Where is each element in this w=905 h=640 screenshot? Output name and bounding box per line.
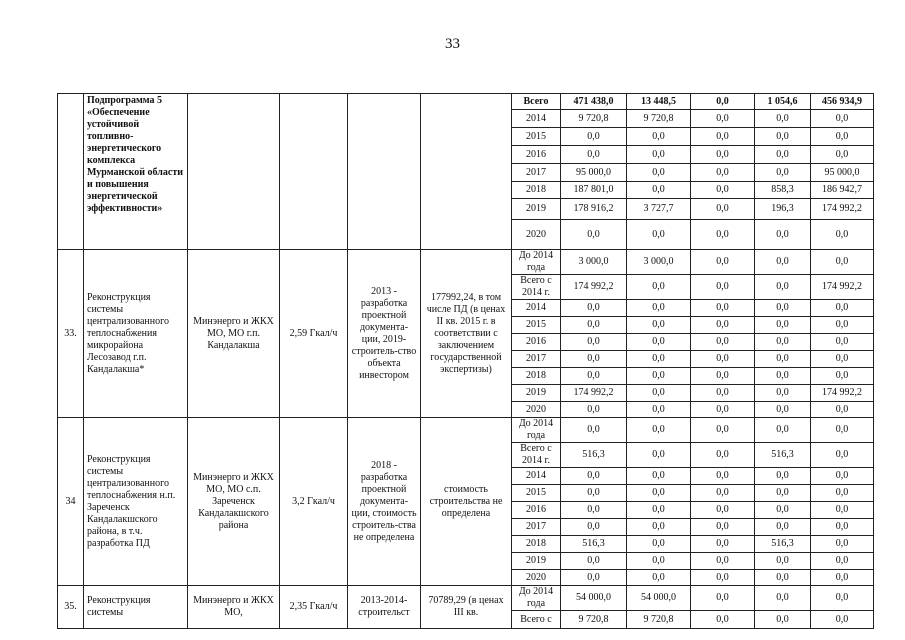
value-cell: 0,0 (561, 468, 627, 485)
value-cell: 9 720,8 (627, 110, 691, 128)
table-row (58, 250, 874, 275)
value-cell: 0,0 (691, 553, 755, 570)
item-name: Реконструкция системы централизованного теплоснабжения микрорайона Лесозавод г.п. Кандалакша* (84, 250, 188, 418)
year-cell: 2016 (512, 502, 561, 519)
value-cell: 516,3 (755, 536, 811, 553)
value-cell: 0,0 (755, 351, 811, 368)
value-cell: 0,0 (755, 368, 811, 385)
value-cell: 0,0 (627, 182, 691, 199)
value-cell: 0,0 (561, 485, 627, 502)
value-cell: 0,0 (627, 351, 691, 368)
value-cell: 0,0 (691, 182, 755, 199)
item-capacity: 2,35 Гкал/ч (280, 586, 348, 629)
value-cell: 0,0 (627, 443, 691, 468)
value-cell: 0,0 (627, 146, 691, 164)
program-table (57, 93, 874, 629)
value-cell: 0,0 (811, 418, 874, 443)
value-cell: 0,0 (755, 128, 811, 146)
value-cell: 0,0 (627, 275, 691, 300)
value-cell: 0,0 (627, 519, 691, 536)
item-executor: Минэнерго и ЖКХ МО, (188, 586, 280, 629)
value-cell: 0,0 (755, 553, 811, 570)
value-cell: 0,0 (561, 317, 627, 334)
value-cell: 0,0 (811, 220, 874, 250)
year-cell: 2014 (512, 300, 561, 317)
value-cell: 0,0 (691, 536, 755, 553)
value-cell: 0,0 (691, 502, 755, 519)
value-cell: 0,0 (627, 300, 691, 317)
value-cell: 0,0 (627, 468, 691, 485)
value-cell: 0,0 (755, 275, 811, 300)
value-cell: 456 934,9 (811, 94, 874, 110)
value-cell: 0,0 (755, 402, 811, 418)
value-cell: 0,0 (561, 334, 627, 351)
value-cell: 187 801,0 (561, 182, 627, 199)
value-cell: 0,0 (691, 570, 755, 586)
value-cell: 0,0 (755, 334, 811, 351)
value-cell: 858,3 (755, 182, 811, 199)
value-cell: 471 438,0 (561, 94, 627, 110)
value-cell: 95 000,0 (561, 164, 627, 182)
value-cell: 0,0 (561, 553, 627, 570)
page-number: 33 (445, 36, 460, 52)
value-cell: 0,0 (691, 611, 755, 629)
value-cell: 0,0 (691, 402, 755, 418)
year-cell: Всего (512, 94, 561, 110)
value-cell: 0,0 (755, 418, 811, 443)
item-cost: 177992,24, в том числе ПД (в ценах II кв. 2015 г. в соответствии с заключением государственной экспертизы) (421, 250, 512, 418)
value-cell: 0,0 (811, 468, 874, 485)
value-cell: 0,0 (561, 418, 627, 443)
value-cell: 0,0 (691, 317, 755, 334)
value-cell: 0,0 (627, 385, 691, 402)
value-cell: 0,0 (755, 146, 811, 164)
year-cell: 2018 (512, 368, 561, 385)
value-cell: 9 720,8 (561, 611, 627, 629)
year-cell: До 2014 года (512, 250, 561, 275)
value-cell: 0,0 (755, 317, 811, 334)
year-cell: 2018 (512, 182, 561, 199)
value-cell: 0,0 (811, 250, 874, 275)
value-cell: 0,0 (755, 519, 811, 536)
year-cell: Всего с (512, 611, 561, 629)
item-term: 2013-2014- строительст (348, 586, 421, 629)
value-cell: 0,0 (561, 519, 627, 536)
value-cell: 0,0 (811, 317, 874, 334)
value-cell: 3 000,0 (627, 250, 691, 275)
value-cell: 174 992,2 (811, 275, 874, 300)
value-cell: 0,0 (755, 502, 811, 519)
value-cell: 95 000,0 (811, 164, 874, 182)
value-cell: 13 448,5 (627, 94, 691, 110)
year-cell: 2015 (512, 317, 561, 334)
item-term: 2013 - разработка проектной документа-ции, 2019-строитель-ство объекта инвестором (348, 250, 421, 418)
value-cell: 0,0 (691, 275, 755, 300)
value-cell: 3 000,0 (561, 250, 627, 275)
value-cell: 0,0 (811, 586, 874, 611)
year-cell: Всего с 2014 г. (512, 443, 561, 468)
value-cell: 0,0 (811, 110, 874, 128)
value-cell: 0,0 (811, 334, 874, 351)
value-cell: 0,0 (627, 317, 691, 334)
year-cell: Всего с 2014 г. (512, 275, 561, 300)
item-executor: Минэнерго и ЖКХ МО, МО г.п. Кандалакша (188, 250, 280, 418)
year-cell: 2020 (512, 570, 561, 586)
item-executor (188, 94, 280, 250)
item-cost: 70789,29 (в ценах III кв. (421, 586, 512, 629)
value-cell: 0,0 (691, 334, 755, 351)
year-cell: 2017 (512, 351, 561, 368)
year-cell: 2019 (512, 199, 561, 220)
value-cell: 0,0 (627, 570, 691, 586)
value-cell: 0,0 (627, 128, 691, 146)
value-cell: 54 000,0 (627, 586, 691, 611)
value-cell: 0,0 (811, 536, 874, 553)
value-cell: 0,0 (811, 146, 874, 164)
value-cell: 516,3 (561, 443, 627, 468)
year-cell: 2018 (512, 536, 561, 553)
value-cell: 0,0 (561, 351, 627, 368)
value-cell: 0,0 (691, 468, 755, 485)
value-cell: 3 727,7 (627, 199, 691, 220)
value-cell: 0,0 (755, 250, 811, 275)
value-cell: 0,0 (561, 502, 627, 519)
value-cell: 174 992,2 (811, 199, 874, 220)
value-cell: 0,0 (755, 485, 811, 502)
year-cell: 2020 (512, 220, 561, 250)
value-cell: 0,0 (755, 164, 811, 182)
item-cost: стоимость строительства не определена (421, 418, 512, 586)
value-cell: 0,0 (811, 502, 874, 519)
value-cell: 0,0 (691, 385, 755, 402)
value-cell: 0,0 (691, 250, 755, 275)
value-cell: 0,0 (561, 570, 627, 586)
value-cell: 0,0 (627, 502, 691, 519)
value-cell: 0,0 (627, 418, 691, 443)
value-cell: 0,0 (755, 468, 811, 485)
value-cell: 0,0 (811, 300, 874, 317)
item-number: 34 (58, 418, 84, 586)
value-cell: 0,0 (691, 443, 755, 468)
year-cell: 2014 (512, 468, 561, 485)
value-cell: 178 916,2 (561, 199, 627, 220)
value-cell: 0,0 (561, 300, 627, 317)
value-cell: 186 942,7 (811, 182, 874, 199)
value-cell: 0,0 (627, 334, 691, 351)
year-cell: 2016 (512, 146, 561, 164)
value-cell: 0,0 (561, 368, 627, 385)
value-cell: 0,0 (755, 586, 811, 611)
value-cell: 9 720,8 (561, 110, 627, 128)
table-row (58, 586, 874, 611)
table-row (58, 418, 874, 443)
value-cell: 0,0 (561, 402, 627, 418)
value-cell: 9 720,8 (627, 611, 691, 629)
year-cell: 2019 (512, 553, 561, 570)
value-cell: 0,0 (691, 418, 755, 443)
value-cell: 54 000,0 (561, 586, 627, 611)
year-cell: 2015 (512, 128, 561, 146)
year-cell: 2017 (512, 519, 561, 536)
year-cell: 2015 (512, 485, 561, 502)
item-cost (421, 94, 512, 250)
value-cell: 0,0 (755, 570, 811, 586)
value-cell: 0,0 (691, 199, 755, 220)
value-cell: 0,0 (627, 553, 691, 570)
item-number: 35. (58, 586, 84, 629)
value-cell: 0,0 (627, 368, 691, 385)
item-number (58, 94, 84, 250)
value-cell: 174 992,2 (811, 385, 874, 402)
value-cell: 0,0 (691, 300, 755, 317)
item-name: Реконструкция системы (84, 586, 188, 629)
item-capacity: 3,2 Гкал/ч (280, 418, 348, 586)
value-cell: 0,0 (561, 146, 627, 164)
value-cell: 0,0 (755, 611, 811, 629)
value-cell: 0,0 (755, 220, 811, 250)
value-cell: 0,0 (691, 164, 755, 182)
value-cell: 516,3 (561, 536, 627, 553)
value-cell: 0,0 (755, 300, 811, 317)
value-cell: 0,0 (627, 164, 691, 182)
item-executor: Минэнерго и ЖКХ МО, МО с.п. Зареченск Кандалакшского района (188, 418, 280, 586)
item-term (348, 94, 421, 250)
item-term: 2018 - разработка проектной документа-ции, стоимость строитель-ства не определена (348, 418, 421, 586)
value-cell: 0,0 (811, 443, 874, 468)
value-cell: 0,0 (691, 110, 755, 128)
value-cell: 0,0 (811, 128, 874, 146)
value-cell: 0,0 (691, 220, 755, 250)
item-name: Подпрограмма 5 «Обеспечение устойчивой топливно-энергетического комплекса Мурманской области и повышения энергетической эффективности» (84, 94, 188, 250)
value-cell: 0,0 (691, 586, 755, 611)
value-cell: 0,0 (691, 368, 755, 385)
value-cell: 174 992,2 (561, 275, 627, 300)
value-cell: 0,0 (691, 94, 755, 110)
year-cell: 2016 (512, 334, 561, 351)
value-cell: 0,0 (691, 146, 755, 164)
value-cell: 0,0 (811, 519, 874, 536)
value-cell: 1 054,6 (755, 94, 811, 110)
value-cell: 0,0 (811, 570, 874, 586)
value-cell: 0,0 (811, 553, 874, 570)
item-name: Реконструкция системы централизованного теплоснабжения н.п. Зареченск Кандалакшского района, в т.ч. разработка ПД (84, 418, 188, 586)
year-cell: 2020 (512, 402, 561, 418)
year-cell: 2019 (512, 385, 561, 402)
value-cell: 0,0 (561, 220, 627, 250)
item-capacity: 2,59 Гкал/ч (280, 250, 348, 418)
value-cell: 0,0 (811, 351, 874, 368)
value-cell: 516,3 (755, 443, 811, 468)
value-cell: 0,0 (755, 110, 811, 128)
value-cell: 0,0 (811, 485, 874, 502)
value-cell: 174 992,2 (561, 385, 627, 402)
table-row (58, 94, 874, 110)
year-cell: 2014 (512, 110, 561, 128)
value-cell: 0,0 (691, 128, 755, 146)
item-number: 33. (58, 250, 84, 418)
value-cell: 0,0 (627, 402, 691, 418)
value-cell: 0,0 (627, 536, 691, 553)
value-cell: 0,0 (561, 128, 627, 146)
year-cell: До 2014 года (512, 418, 561, 443)
item-capacity (280, 94, 348, 250)
year-cell: До 2014 года (512, 586, 561, 611)
value-cell: 0,0 (627, 485, 691, 502)
year-cell: 2017 (512, 164, 561, 182)
value-cell: 0,0 (811, 611, 874, 629)
value-cell: 0,0 (627, 220, 691, 250)
value-cell: 0,0 (691, 519, 755, 536)
value-cell: 0,0 (811, 402, 874, 418)
value-cell: 196,3 (755, 199, 811, 220)
value-cell: 0,0 (811, 368, 874, 385)
value-cell: 0,0 (755, 385, 811, 402)
value-cell: 0,0 (691, 351, 755, 368)
value-cell: 0,0 (691, 485, 755, 502)
